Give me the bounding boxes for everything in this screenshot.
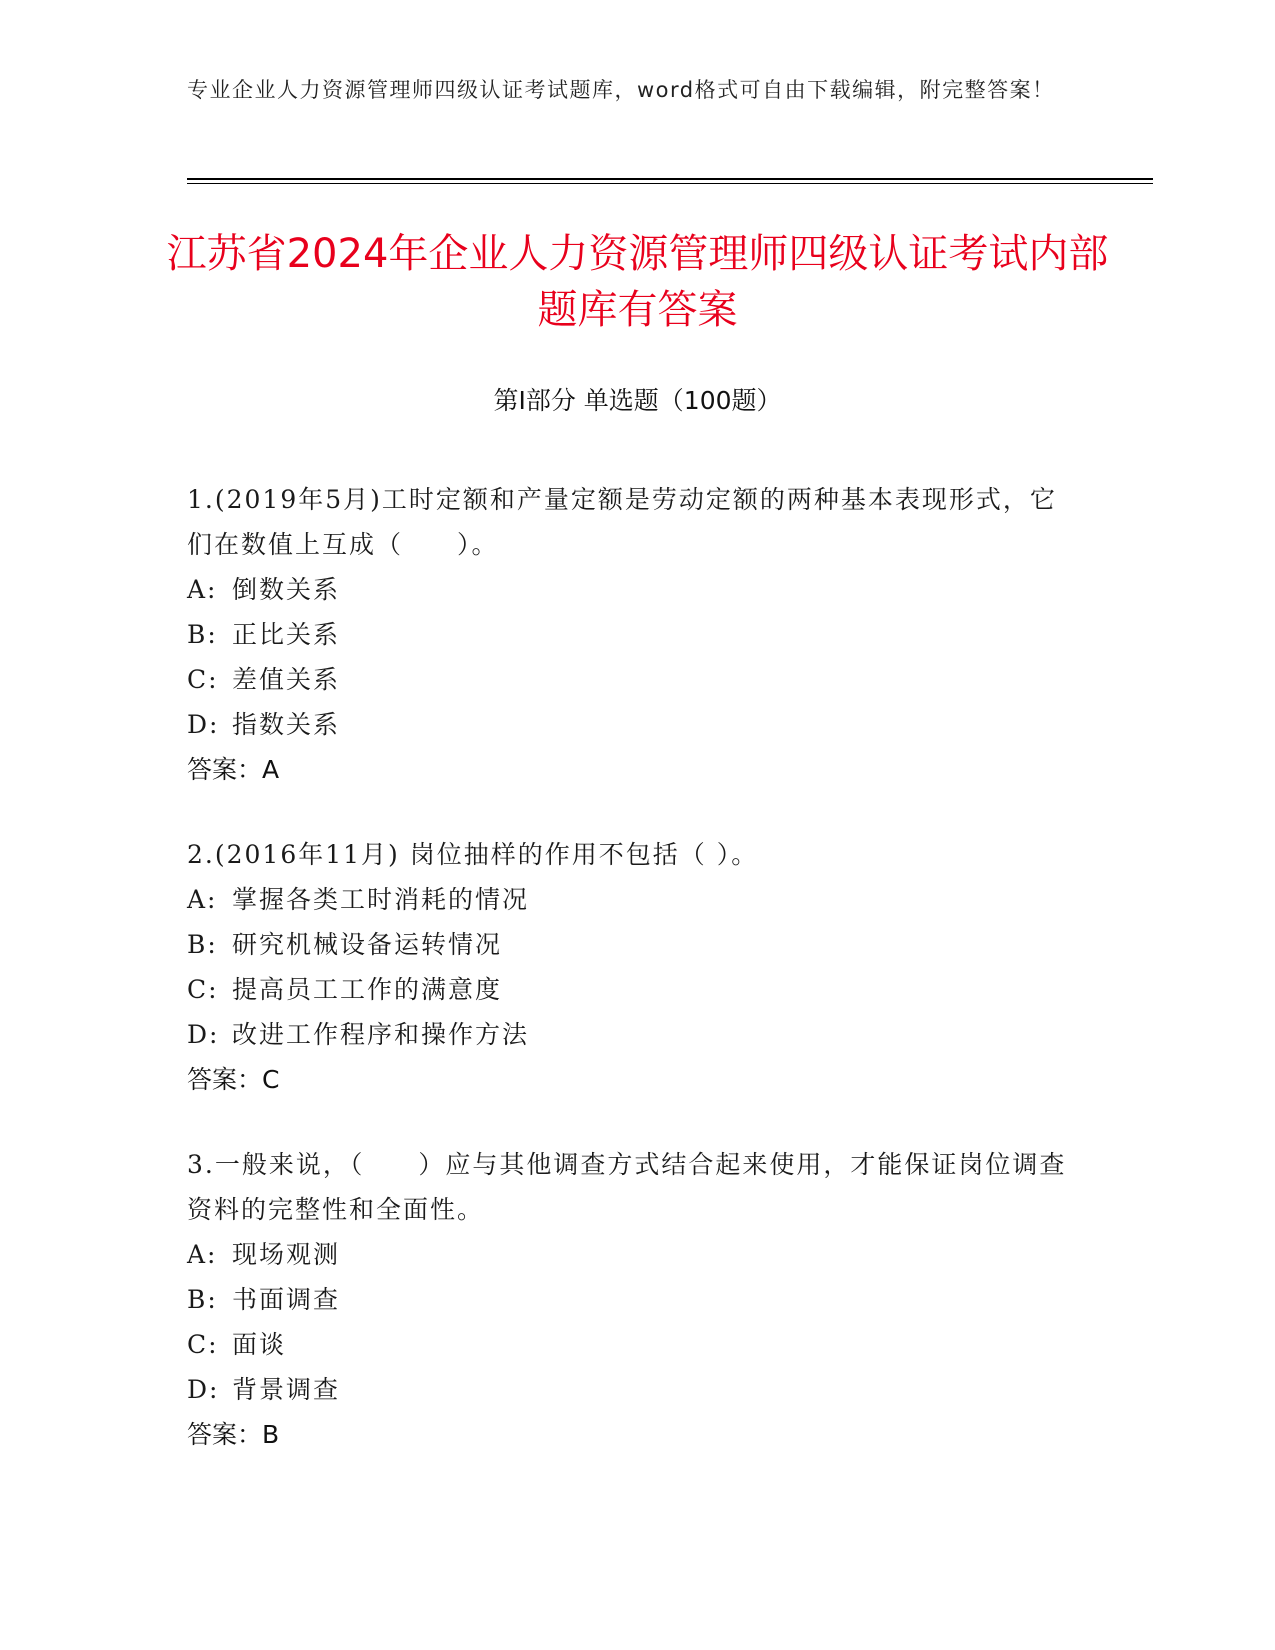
option-text: 正比关系 xyxy=(232,620,341,649)
option-key: B: xyxy=(187,1285,218,1314)
option-text: 掌握各类工时消耗的情况 xyxy=(232,885,530,914)
header-divider-thick xyxy=(187,178,1153,180)
option-key: D: xyxy=(187,710,220,739)
option-key: D: xyxy=(187,1020,220,1049)
option-key: B: xyxy=(187,930,218,959)
answer: 答案：C xyxy=(187,1065,280,1094)
option-text: 面谈 xyxy=(232,1330,287,1359)
option-c xyxy=(187,1322,1067,1367)
option-text: 背景调查 xyxy=(232,1375,341,1404)
option-b xyxy=(187,612,1067,657)
section-title: 第I部分 单选题（100题） xyxy=(493,386,782,415)
option-a xyxy=(187,1232,1067,1277)
option-key: A: xyxy=(187,1240,218,1269)
question-1 xyxy=(187,477,1067,792)
option-text: 改进工作程序和操作方法 xyxy=(232,1020,530,1049)
option-key: C: xyxy=(187,665,219,694)
option-b xyxy=(187,1277,1067,1322)
option-text: 倒数关系 xyxy=(232,575,341,604)
option-text: 研究机械设备运转情况 xyxy=(232,930,503,959)
header-note: 专业企业人力资源管理师四级认证考试题库，word格式可自由下载编辑，附完整答案！ xyxy=(187,78,1055,102)
option-text: 指数关系 xyxy=(232,710,341,739)
option-b xyxy=(187,922,1067,967)
option-key: A: xyxy=(187,885,218,914)
option-key: A: xyxy=(187,575,218,604)
question-stem: 2.(2016年11月) 岗位抽样的作用不包括（ ）。 xyxy=(187,840,759,869)
option-text: 书面调查 xyxy=(232,1285,341,1314)
option-text: 提高员工工作的满意度 xyxy=(232,975,503,1004)
question-3 xyxy=(187,1142,1067,1457)
option-a xyxy=(187,567,1067,612)
answer: 答案：A xyxy=(187,755,280,784)
header-divider-thin xyxy=(187,183,1153,184)
option-key: B: xyxy=(187,620,218,649)
option-a xyxy=(187,877,1067,922)
option-key: D: xyxy=(187,1375,220,1404)
question-stem: 1.(2019年5月)工时定额和产量定额是劳动定额的两种基本表现形式，它们在数值上互成（ ）。 xyxy=(187,485,1057,559)
option-key: C: xyxy=(187,1330,219,1359)
option-text: 现场观测 xyxy=(232,1240,341,1269)
option-c xyxy=(187,967,1067,1012)
option-c xyxy=(187,657,1067,702)
question-list xyxy=(187,477,1067,1497)
option-d xyxy=(187,702,1067,747)
question-2 xyxy=(187,832,1067,1102)
document-title: 江苏省2024年企业人力资源管理师四级认证考试内部题库有答案 xyxy=(166,231,1109,333)
option-d xyxy=(187,1367,1067,1412)
option-key: C: xyxy=(187,975,219,1004)
question-stem: 3.一般来说，（ ）应与其他调查方式结合起来使用，才能保证岗位调查资料的完整性和全面性。 xyxy=(187,1150,1067,1224)
option-text: 差值关系 xyxy=(232,665,341,694)
option-d xyxy=(187,1012,1067,1057)
answer: 答案：B xyxy=(187,1420,280,1449)
